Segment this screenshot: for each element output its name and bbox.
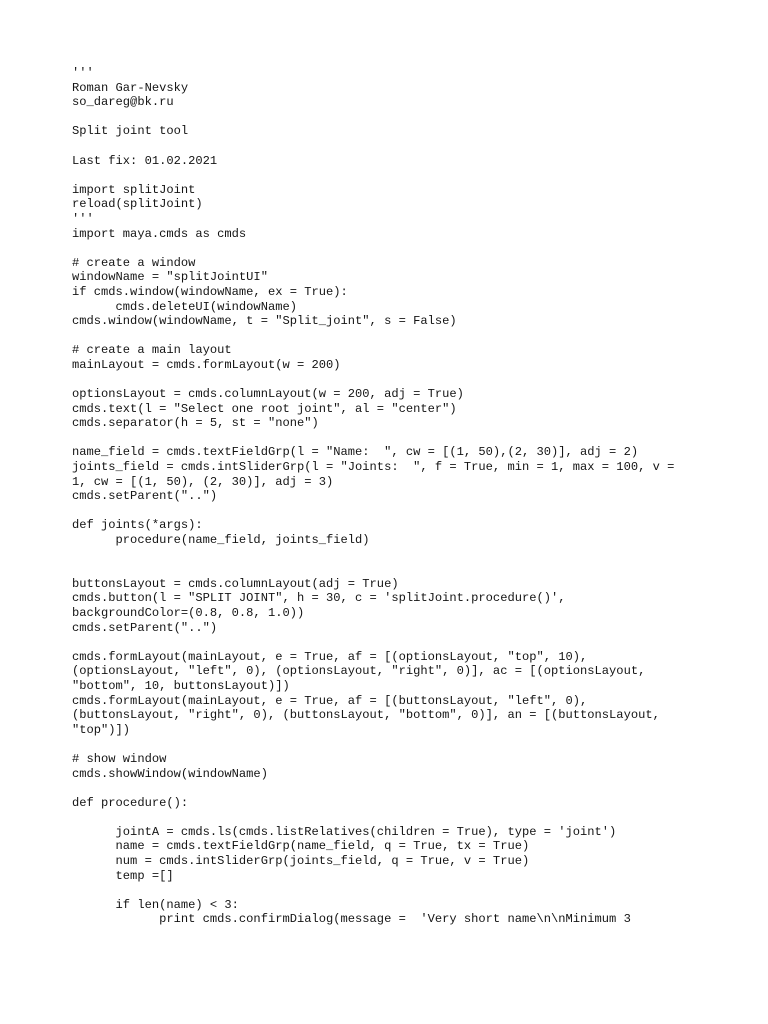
code-line bbox=[72, 883, 722, 898]
code-line bbox=[72, 562, 722, 577]
code-line: ''' bbox=[72, 211, 94, 226]
code-line: if cmds.window(windowName, ex = True): bbox=[72, 284, 348, 299]
code-line: # show window bbox=[72, 751, 167, 766]
code-line: Last fix: 01.02.2021 bbox=[72, 153, 218, 168]
code-line: optionsLayout = cmds.columnLayout(w = 200, adj = True) bbox=[72, 387, 464, 402]
code-line bbox=[72, 635, 722, 650]
code-line: Roman Gar-Nevsky bbox=[72, 80, 189, 95]
code-line bbox=[72, 110, 722, 125]
code-line: Split joint tool bbox=[72, 124, 189, 139]
code-line: cmds.button(l = "SPLIT JOINT", h = 30, c = 'splitJoint.procedure()', bbox=[72, 591, 566, 606]
code-line: "bottom", 10, buttonsLayout)]) bbox=[72, 678, 290, 693]
code-line: # create a window bbox=[72, 255, 196, 270]
code-line: cmds.setParent("..") bbox=[72, 620, 218, 635]
code-line: (optionsLayout, "left", 0), (optionsLayout, "right", 0)], ac = [(optionsLayout, bbox=[72, 664, 646, 679]
code-line: def procedure(): bbox=[72, 795, 189, 810]
code-line: cmds.setParent("..") bbox=[72, 489, 218, 504]
code-line: cmds.separator(h = 5, st = "none") bbox=[72, 416, 319, 431]
code-line: cmds.formLayout(mainLayout, e = True, af = [(buttonsLayout, "left", 0), bbox=[72, 693, 588, 708]
code-line bbox=[72, 139, 722, 154]
code-line: buttonsLayout = cmds.columnLayout(adj = True) bbox=[72, 576, 399, 591]
code-line bbox=[72, 548, 722, 563]
code-line: windowName = "splitJointUI" bbox=[72, 270, 268, 285]
code-line: name = cmds.textFieldGrp(name_field, q = True, tx = True) bbox=[72, 839, 530, 854]
code-line: reload(splitJoint) bbox=[72, 197, 203, 212]
code-line bbox=[72, 372, 722, 387]
code-line: temp =[] bbox=[72, 868, 174, 883]
code-line: mainLayout = cmds.formLayout(w = 200) bbox=[72, 357, 341, 372]
code-line: # create a main layout bbox=[72, 343, 232, 358]
code-line bbox=[72, 431, 722, 446]
code-line: (buttonsLayout, "right", 0), (buttonsLayout, "bottom", 0)], an = [(buttonsLayout, bbox=[72, 708, 660, 723]
code-line: cmds.window(windowName, t = "Split_joint", s = False) bbox=[72, 314, 457, 329]
code-line bbox=[72, 241, 722, 256]
code-line bbox=[72, 168, 722, 183]
code-line: num = cmds.intSliderGrp(joints_field, q = True, v = True) bbox=[72, 854, 530, 869]
code-line: import maya.cmds as cmds bbox=[72, 226, 247, 241]
code-line bbox=[72, 329, 722, 344]
code-line: "top")]) bbox=[72, 722, 131, 737]
code-line bbox=[72, 781, 722, 796]
code-line bbox=[72, 504, 722, 519]
code-line: print cmds.confirmDialog(message = 'Very short name\n\nMinimum 3 bbox=[72, 912, 631, 927]
code-line: 1, cw = [(1, 50), (2, 30)], adj = 3) bbox=[72, 474, 334, 489]
code-line bbox=[72, 810, 722, 825]
code-line: procedure(name_field, joints_field) bbox=[72, 533, 370, 547]
code-line: def joints(*args): bbox=[72, 518, 203, 533]
code-listing bbox=[72, 66, 722, 927]
code-line bbox=[72, 737, 722, 752]
code-line: so_dareg@bk.ru bbox=[72, 95, 174, 110]
code-line: name_field = cmds.textFieldGrp(l = "Name: ", cw = [(1, 50),(2, 30)], adj = 2) bbox=[72, 445, 639, 460]
code-line: if len(name) < 3: bbox=[72, 897, 239, 912]
code-line: jointA = cmds.ls(cmds.listRelatives(children = True), type = 'joint') bbox=[72, 824, 617, 839]
code-line: import splitJoint bbox=[72, 182, 196, 197]
code-line: joints_field = cmds.intSliderGrp(l = "Joints: ", f = True, min = 1, max = 100, v = bbox=[72, 460, 675, 475]
code-line: cmds.deleteUI(windowName) bbox=[72, 299, 297, 314]
code-line: cmds.text(l = "Select one root joint", al = "center") bbox=[72, 401, 457, 416]
code-line: cmds.formLayout(mainLayout, e = True, af = [(optionsLayout, "top", 10), bbox=[72, 649, 588, 664]
code-line: ''' bbox=[72, 66, 94, 80]
code-line: backgroundColor=(0.8, 0.8, 1.0)) bbox=[72, 605, 305, 620]
code-line: cmds.showWindow(windowName) bbox=[72, 766, 268, 781]
